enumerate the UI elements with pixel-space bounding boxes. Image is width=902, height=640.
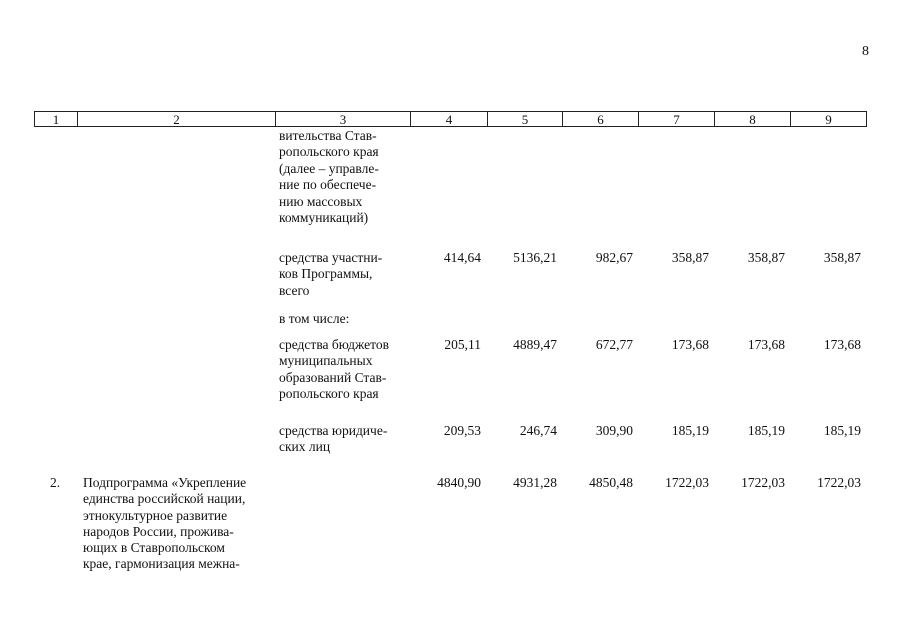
table-row-values: [405, 423, 865, 440]
description-line: ропольского края: [279, 386, 379, 402]
header-col-3: 3: [276, 112, 411, 126]
description-line: всего: [279, 282, 310, 298]
value-col-7: 1722,03: [665, 475, 709, 490]
description-line: средства участни-: [279, 250, 383, 265]
value-col-8: 358,87: [747, 250, 785, 265]
header-col-8: 8: [715, 112, 791, 126]
description-line: ских лиц: [279, 439, 331, 455]
value-col-7: 185,19: [671, 423, 709, 438]
subprogram-name-line: ющих в Ставропольском: [83, 540, 225, 556]
subprogram-name: [83, 475, 269, 573]
value-col-9: 1722,03: [817, 475, 861, 490]
description-line: (далее – управле-: [279, 160, 379, 176]
value-col-6: 309,90: [595, 423, 633, 438]
header-col-7: 7: [639, 112, 715, 126]
table-row-values: [405, 475, 865, 492]
value-col-5: 4889,47: [513, 337, 557, 352]
table-row-values: [405, 250, 865, 267]
value-col-8: 185,19: [747, 423, 785, 438]
value-col-9: 173,68: [823, 337, 861, 352]
value-col-6: 4850,48: [589, 475, 633, 490]
table-header-row: [34, 111, 867, 127]
row-description: [279, 128, 405, 226]
value-col-4: 4840,90: [437, 475, 481, 490]
header-col-1: 1: [35, 112, 78, 126]
value-col-7: 173,68: [671, 337, 709, 352]
value-col-5: 246,74: [519, 423, 557, 438]
value-col-8: 173,68: [747, 337, 785, 352]
header-col-2: 2: [78, 112, 276, 126]
description-line: образований Став-: [279, 369, 387, 385]
table-row-values: [405, 337, 865, 354]
description-line: средства юридиче-: [279, 423, 388, 438]
description-line: ков Программы,: [279, 266, 373, 282]
subprogram-name-line: этнокультурное развитие: [83, 507, 228, 523]
row-number: 2.: [50, 475, 61, 490]
subprogram-name-line: Подпрограмма «Укрепление: [83, 475, 247, 490]
value-col-9: 358,87: [823, 250, 861, 265]
value-col-4: 414,64: [443, 250, 481, 265]
description-line: нию массовых: [279, 193, 363, 209]
subprogram-name-line: народов России, прожива-: [83, 523, 234, 539]
header-col-6: 6: [563, 112, 639, 126]
description-line: средства бюджетов: [279, 337, 390, 352]
header-col-9: 9: [825, 112, 832, 127]
value-col-5: 4931,28: [513, 475, 557, 490]
value-col-6: 672,77: [595, 337, 633, 352]
page-number: 8: [862, 44, 869, 59]
row-description: [279, 423, 405, 456]
description-line: коммуникаций): [279, 210, 369, 226]
value-col-4: 209,53: [443, 423, 481, 438]
row-description: [279, 337, 405, 403]
subprogram-name-line: крае, гармонизация межна-: [83, 556, 240, 572]
header-col-5: 5: [488, 112, 563, 126]
value-col-8: 1722,03: [741, 475, 785, 490]
header-col-4: 4: [411, 112, 488, 126]
subprogram-name-line: единства российской нации,: [83, 491, 246, 507]
description-line: муниципальных: [279, 353, 373, 369]
description-line: в том числе:: [279, 311, 350, 326]
value-col-7: 358,87: [671, 250, 709, 265]
description-line: вительства Став-: [279, 128, 377, 143]
value-col-6: 982,67: [595, 250, 633, 265]
row-description: [279, 311, 405, 327]
value-col-5: 5136,21: [513, 250, 557, 265]
description-line: ние по обеспече-: [279, 177, 377, 193]
value-col-9: 185,19: [823, 423, 861, 438]
description-line: ропольского края: [279, 144, 379, 160]
row-description: [279, 250, 405, 299]
value-col-4: 205,11: [444, 337, 481, 352]
